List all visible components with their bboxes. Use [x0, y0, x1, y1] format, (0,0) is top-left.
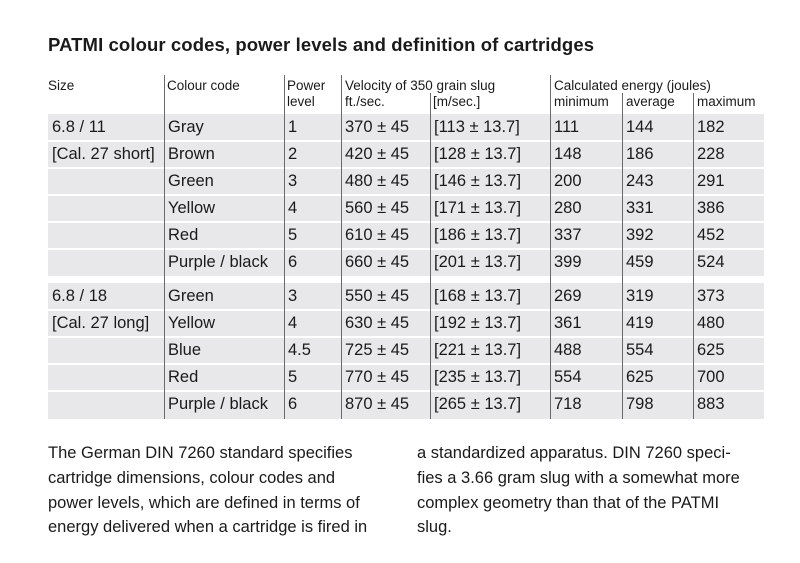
- velocity-ft-cell: 770 ± 45: [345, 368, 410, 386]
- table-row: [0, 391, 800, 418]
- velocity-m-cell: [186 ± 13.7]: [434, 226, 522, 244]
- energy-min-cell: 111: [554, 118, 580, 136]
- header-energy: Calculated energy (joules): [554, 78, 711, 93]
- header-m-sec: [m/sec.]: [433, 94, 481, 109]
- colour-cell: Blue: [168, 341, 202, 359]
- velocity-ft-cell: 550 ± 45: [345, 287, 410, 305]
- paragraph-line: a standardized apparatus. DIN 7260 speci-: [417, 444, 731, 462]
- energy-max-cell: 625: [697, 341, 725, 359]
- colour-cell: Yellow: [168, 199, 216, 217]
- colour-cell: Purple / black: [168, 253, 268, 271]
- velocity-ft-cell: 870 ± 45: [345, 395, 410, 413]
- velocity-ft-cell: 420 ± 45: [345, 145, 410, 163]
- velocity-m-cell: [168 ± 13.7]: [434, 287, 522, 305]
- energy-avg-cell: 331: [626, 199, 654, 217]
- colour-cell: Red: [168, 226, 199, 244]
- power-cell: 4: [288, 199, 298, 217]
- table-row: [0, 310, 800, 337]
- table-row: [0, 195, 800, 222]
- energy-min-cell: 488: [554, 341, 582, 359]
- header-size: Size: [48, 78, 75, 93]
- paragraph-line: complex geometry than that of the PATMI: [417, 493, 720, 512]
- header-average: average: [626, 94, 675, 109]
- header-ft-sec: ft./sec.: [345, 94, 385, 109]
- energy-max-cell: 373: [697, 287, 725, 305]
- energy-max-cell: 452: [697, 226, 725, 244]
- energy-min-cell: 554: [554, 368, 582, 386]
- paragraph-line: cartridge dimensions, colour codes and: [48, 468, 336, 487]
- energy-avg-cell: 392: [626, 226, 654, 244]
- velocity-m-cell: [201 ± 13.7]: [434, 253, 522, 271]
- table-row: [0, 141, 800, 168]
- velocity-ft-cell: 370 ± 45: [345, 118, 410, 136]
- energy-min-cell: 148: [554, 145, 582, 163]
- page-title: PATMI colour codes, power levels and definition of cartridges: [48, 34, 595, 55]
- velocity-m-cell: [146 ± 13.7]: [434, 172, 522, 190]
- header-minimum: minimum: [554, 94, 609, 109]
- energy-max-cell: 182: [697, 118, 725, 136]
- table-row: [0, 114, 800, 141]
- size-label: 6.8 / 11: [52, 118, 106, 136]
- energy-avg-cell: 144: [626, 118, 654, 136]
- header-velocity: Velocity of 350 grain slug: [345, 78, 496, 93]
- paragraph-left: [48, 441, 393, 540]
- energy-max-cell: 386: [697, 199, 725, 217]
- power-cell: 2: [288, 145, 298, 163]
- velocity-ft-cell: 630 ± 45: [345, 314, 410, 332]
- paragraph-right: [417, 441, 762, 540]
- table-row: [0, 364, 800, 391]
- power-cell: 3: [288, 172, 298, 190]
- colour-cell: Green: [168, 172, 214, 190]
- table-row: [0, 168, 800, 195]
- size-label: 6.8 / 18: [52, 287, 108, 305]
- energy-max-cell: 291: [697, 172, 725, 190]
- velocity-m-cell: [128 ± 13.7]: [434, 145, 522, 163]
- paragraph-line: The German DIN 7260 standard specifies: [48, 444, 353, 462]
- paragraph-line: energy delivered when a cartridge is fired in: [48, 518, 368, 537]
- velocity-ft-cell: 560 ± 45: [345, 199, 410, 217]
- energy-min-cell: 718: [554, 395, 582, 413]
- power-cell: 6: [288, 253, 298, 271]
- table-row: [0, 283, 800, 310]
- velocity-ft-cell: 480 ± 45: [345, 172, 410, 190]
- power-cell: 4.5: [288, 341, 311, 359]
- energy-max-cell: 228: [697, 145, 725, 163]
- energy-min-cell: 280: [554, 199, 582, 217]
- table-row: [0, 249, 800, 276]
- velocity-m-cell: [235 ± 13.7]: [434, 368, 522, 386]
- velocity-m-cell: [171 ± 13.7]: [434, 199, 522, 217]
- energy-min-cell: 361: [554, 314, 582, 332]
- size-caliber-label: [Cal. 27 short]: [52, 145, 155, 163]
- energy-max-cell: 524: [697, 253, 725, 271]
- header-power-line1: Power: [287, 78, 326, 93]
- table-row: [0, 337, 800, 364]
- energy-min-cell: 269: [554, 287, 582, 305]
- paragraph-line: fies a 3.66 gram slug with a somewhat more: [417, 468, 740, 487]
- energy-avg-cell: 243: [626, 172, 654, 190]
- header-power-line2: level: [287, 94, 315, 109]
- energy-min-cell: 200: [554, 172, 582, 190]
- power-cell: 1: [288, 118, 298, 136]
- velocity-ft-cell: 725 ± 45: [345, 341, 410, 359]
- header-maximum: maximum: [697, 94, 756, 109]
- velocity-ft-cell: 660 ± 45: [345, 253, 410, 271]
- colour-cell: Red: [168, 368, 199, 386]
- table-row: [0, 222, 800, 249]
- velocity-m-cell: [221 ± 13.7]: [434, 341, 522, 359]
- header-colour-code: Colour code: [167, 78, 240, 93]
- energy-avg-cell: 419: [626, 314, 654, 332]
- colour-cell: Brown: [168, 145, 215, 163]
- paragraph-line: power levels, which are defined in terms of: [48, 493, 360, 512]
- energy-avg-cell: 186: [626, 145, 654, 163]
- energy-avg-cell: 625: [626, 368, 654, 386]
- power-cell: 5: [288, 226, 298, 244]
- power-cell: 6: [288, 395, 298, 413]
- energy-min-cell: 337: [554, 226, 582, 244]
- paragraph-line: slug.: [417, 518, 452, 537]
- velocity-m-cell: [113 ± 13.7]: [434, 118, 520, 136]
- velocity-m-cell: [265 ± 13.7]: [434, 395, 522, 413]
- velocity-m-cell: [192 ± 13.7]: [434, 314, 522, 332]
- colour-cell: Yellow: [168, 314, 216, 332]
- colour-cell: Green: [168, 287, 214, 305]
- velocity-ft-cell: 610 ± 45: [345, 226, 410, 244]
- power-cell: 4: [288, 314, 298, 332]
- colour-cell: Purple / black: [168, 395, 268, 413]
- size-caliber-label: [Cal. 27 long]: [52, 314, 150, 332]
- energy-min-cell: 399: [554, 253, 582, 271]
- energy-avg-cell: 798: [626, 395, 654, 413]
- energy-max-cell: 883: [697, 395, 725, 413]
- energy-max-cell: 480: [697, 314, 725, 332]
- energy-avg-cell: 459: [626, 253, 654, 271]
- power-cell: 5: [288, 368, 298, 386]
- energy-avg-cell: 554: [626, 341, 654, 359]
- colour-cell: Gray: [168, 118, 204, 136]
- power-cell: 3: [288, 287, 298, 305]
- energy-avg-cell: 319: [626, 287, 654, 305]
- energy-max-cell: 700: [697, 368, 725, 386]
